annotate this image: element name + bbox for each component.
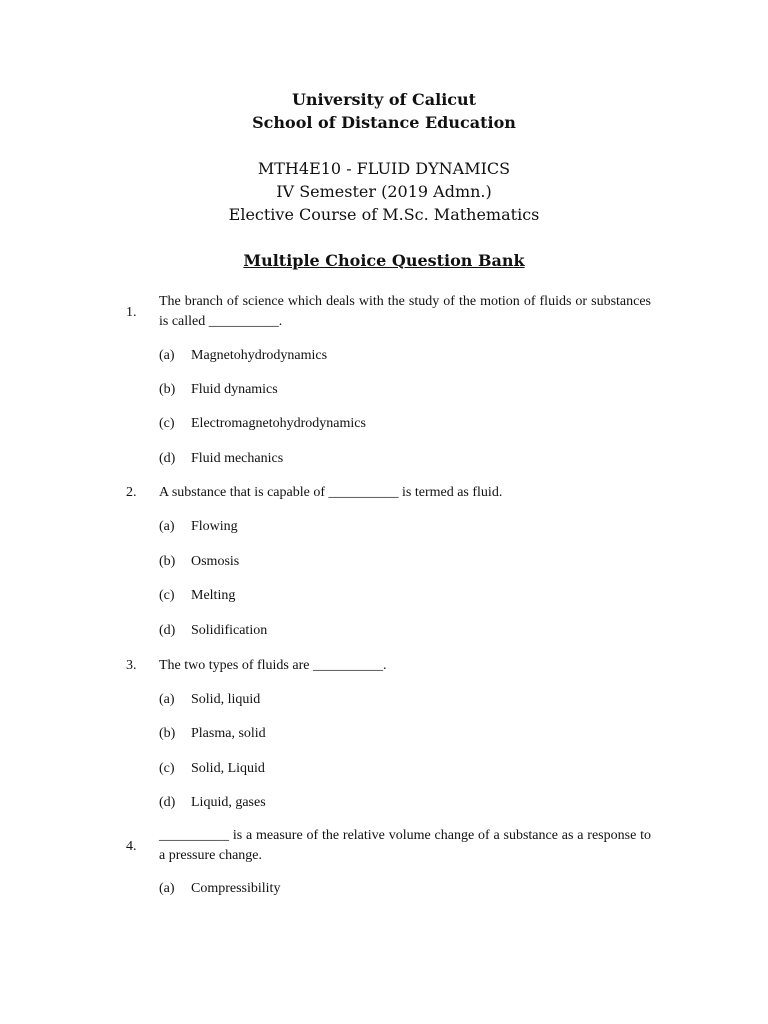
- option-text: Electromagnetohydrodynamics: [191, 416, 366, 431]
- question-number: 3.: [126, 658, 137, 673]
- option-letter: (d): [159, 623, 176, 638]
- option-text: Fluid dynamics: [191, 382, 278, 397]
- option-text: Flowing: [191, 519, 238, 534]
- option-letter: (a): [159, 881, 175, 896]
- question-number: 2.: [126, 485, 137, 500]
- option-text: Plasma, solid: [191, 726, 266, 741]
- answer-option: [159, 586, 235, 606]
- question-number: 1.: [126, 305, 137, 320]
- option-text: Liquid, gases: [191, 795, 266, 810]
- option-text: Solid, liquid: [191, 692, 261, 707]
- option-letter: (c): [159, 588, 175, 603]
- question-text: The branch of science which deals with the study of the motion of fluids or substances is called __________.: [159, 294, 651, 329]
- answer-option: [159, 793, 266, 813]
- question-text: __________ is a measure of the relative volume change of a substance as a response to a pressure change.: [159, 828, 651, 863]
- option-letter: (b): [159, 382, 176, 397]
- answer-option: [159, 690, 260, 710]
- option-letter: (c): [159, 416, 175, 431]
- option-text: Solidification: [191, 623, 268, 638]
- option-letter: (a): [159, 348, 175, 363]
- answer-option: [159, 621, 267, 641]
- option-text: Fluid mechanics: [191, 451, 284, 466]
- option-letter: (b): [159, 554, 176, 569]
- answer-option: [159, 517, 238, 537]
- answer-option: [159, 346, 327, 366]
- answer-option: [159, 724, 266, 744]
- option-letter: (b): [159, 726, 176, 741]
- question-number: 4.: [126, 839, 137, 854]
- option-text: Melting: [191, 588, 236, 603]
- question-bank-title: Multiple Choice Question Bank: [243, 251, 525, 270]
- option-text: Solid, Liquid: [191, 761, 265, 776]
- question-text: The two types of fluids are __________.: [159, 658, 387, 673]
- answer-option: [159, 380, 278, 400]
- answer-option: [159, 414, 366, 434]
- option-letter: (a): [159, 692, 175, 707]
- option-letter: (c): [159, 761, 175, 776]
- option-text: Osmosis: [191, 554, 240, 569]
- school-name: School of Distance Education: [252, 113, 516, 132]
- option-text: Magnetohydrodynamics: [191, 348, 328, 363]
- option-letter: (a): [159, 519, 175, 534]
- answer-option: [159, 449, 283, 469]
- option-letter: (d): [159, 795, 176, 810]
- university-name: University of Calicut: [291, 90, 477, 109]
- answer-option: [159, 759, 265, 779]
- answer-option: [159, 552, 239, 572]
- option-text: Compressibility: [191, 881, 281, 896]
- semester-line: IV Semester (2019 Admn.): [276, 182, 492, 201]
- option-letter: (d): [159, 451, 176, 466]
- course-code-title: MTH4E10 - FLUID DYNAMICS: [257, 159, 511, 178]
- elective-line: Elective Course of M.Sc. Mathematics: [228, 205, 540, 224]
- answer-option: [159, 879, 280, 899]
- question-text: A substance that is capable of __________ is termed as fluid.: [159, 485, 503, 500]
